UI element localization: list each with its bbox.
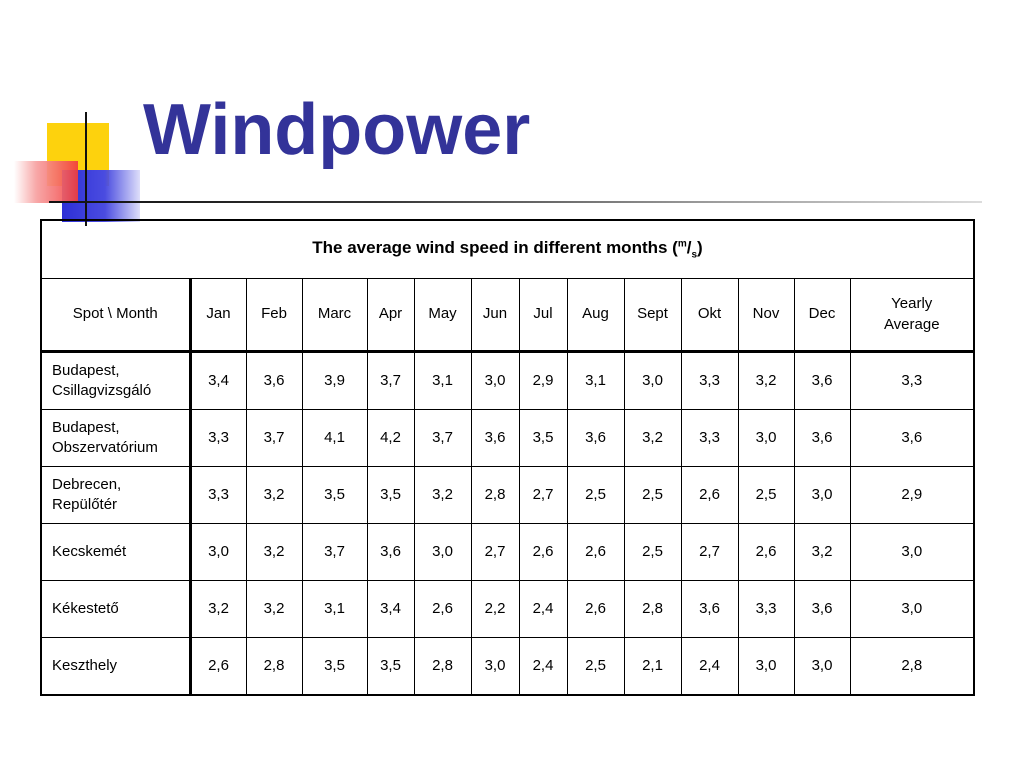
wind-speed-cell: 3,3 xyxy=(190,410,246,467)
yearly-average-header xyxy=(850,279,974,352)
wind-speed-cell: 2,1 xyxy=(624,638,681,696)
spot-name-line: Csillagvizsgáló xyxy=(52,382,152,399)
spot-name-line: Debrecen, xyxy=(52,475,122,493)
wind-speed-cell: 3,2 xyxy=(246,581,302,638)
month-header: Jun xyxy=(471,279,519,352)
yearly-average-cell: 3,0 xyxy=(850,581,974,638)
spot-name-cell xyxy=(41,524,190,581)
wind-speed-cell: 3,6 xyxy=(794,581,850,638)
wind-speed-cell: 3,0 xyxy=(190,524,246,581)
wind-speed-cell: 3,2 xyxy=(624,410,681,467)
month-header: Sept xyxy=(624,279,681,352)
wind-speed-cell: 2,6 xyxy=(519,524,567,581)
wind-speed-cell: 3,5 xyxy=(302,638,367,696)
wind-speed-cell: 2,6 xyxy=(681,467,738,524)
table-row xyxy=(41,524,974,581)
wind-speed-cell: 4,1 xyxy=(302,410,367,467)
table-row xyxy=(41,467,974,524)
wind-speed-cell: 3,5 xyxy=(302,467,367,524)
spot-name-cell xyxy=(41,352,190,410)
wind-speed-cell: 2,5 xyxy=(738,467,794,524)
wind-speed-cell: 2,7 xyxy=(471,524,519,581)
month-header: Dec xyxy=(794,279,850,352)
decor-red-square xyxy=(14,161,78,203)
wind-speed-cell: 2,5 xyxy=(567,467,624,524)
month-header: Jan xyxy=(190,279,246,352)
wind-speed-cell: 2,6 xyxy=(738,524,794,581)
wind-speed-cell: 3,3 xyxy=(738,581,794,638)
caption-text: The average wind speed in different months ( xyxy=(312,238,678,258)
yearly-header-line: Yearly xyxy=(891,295,933,313)
wind-speed-cell: 3,2 xyxy=(246,467,302,524)
month-header: Apr xyxy=(367,279,414,352)
table-row xyxy=(41,352,974,410)
wind-speed-cell: 3,3 xyxy=(190,467,246,524)
wind-speed-cell: 3,7 xyxy=(302,524,367,581)
yearly-average-cell: 3,3 xyxy=(850,352,974,410)
spot-name-line: Obszervatórium xyxy=(52,439,158,456)
wind-speed-cell: 2,8 xyxy=(246,638,302,696)
wind-speed-cell: 2,5 xyxy=(567,638,624,696)
wind-speed-cell: 3,5 xyxy=(367,638,414,696)
wind-speed-cell: 3,6 xyxy=(471,410,519,467)
wind-speed-cell: 3,6 xyxy=(681,581,738,638)
spot-name-cell xyxy=(41,638,190,696)
month-header: Marc xyxy=(302,279,367,352)
wind-speed-cell: 2,6 xyxy=(190,638,246,696)
yearly-average-cell: 2,8 xyxy=(850,638,974,696)
wind-speed-cell: 3,6 xyxy=(567,410,624,467)
wind-speed-cell: 3,5 xyxy=(519,410,567,467)
wind-speed-cell: 3,0 xyxy=(738,638,794,696)
wind-speed-cell: 3,0 xyxy=(471,638,519,696)
wind-speed-cell: 2,9 xyxy=(519,352,567,410)
yearly-average-cell: 2,9 xyxy=(850,467,974,524)
wind-speed-cell: 4,2 xyxy=(367,410,414,467)
wind-speed-cell: 3,2 xyxy=(414,467,471,524)
spot-name-cell xyxy=(41,467,190,524)
wind-speed-cell: 3,2 xyxy=(190,581,246,638)
month-header: Okt xyxy=(681,279,738,352)
wind-speed-cell: 2,7 xyxy=(519,467,567,524)
wind-speed-cell: 2,5 xyxy=(624,467,681,524)
wind-speed-cell: 3,3 xyxy=(681,410,738,467)
wind-speed-cell: 3,0 xyxy=(794,467,850,524)
wind-speed-cell: 2,6 xyxy=(567,524,624,581)
spot-name-line: Budapest, xyxy=(52,361,120,379)
table-row xyxy=(41,638,974,696)
table-row xyxy=(41,410,974,467)
yearly-average-cell: 3,6 xyxy=(850,410,974,467)
month-header: May xyxy=(414,279,471,352)
wind-speed-cell: 3,6 xyxy=(794,410,850,467)
table-body xyxy=(41,352,974,696)
wind-speed-cell: 3,1 xyxy=(302,581,367,638)
table-caption xyxy=(41,220,974,279)
spot-name-line: Budapest, xyxy=(52,418,120,436)
unit-denominator: s xyxy=(691,249,698,261)
wind-speed-cell: 2,4 xyxy=(519,638,567,696)
wind-speed-cell: 3,9 xyxy=(302,352,367,410)
wind-speed-cell: 2,2 xyxy=(471,581,519,638)
wind-speed-cell: 3,1 xyxy=(567,352,624,410)
wind-speed-cell: 2,7 xyxy=(681,524,738,581)
wind-speed-cell: 3,0 xyxy=(414,524,471,581)
wind-speed-cell: 3,5 xyxy=(367,467,414,524)
wind-speed-cell: 3,2 xyxy=(246,524,302,581)
spot-name-line: Kékestető xyxy=(52,599,119,617)
spot-name-line: Repülőtér xyxy=(52,496,118,513)
spot-name-cell xyxy=(41,581,190,638)
table-row xyxy=(41,581,974,638)
wind-speed-cell: 3,2 xyxy=(794,524,850,581)
slide-title: Windpower xyxy=(143,90,531,170)
wind-speed-cell: 2,5 xyxy=(624,524,681,581)
spot-name-line: Keszthely xyxy=(52,656,118,674)
wind-speed-cell: 2,6 xyxy=(414,581,471,638)
corner-header: Spot \ Month xyxy=(41,279,190,352)
title-underline xyxy=(49,201,982,203)
decor-vertical-line xyxy=(85,112,87,226)
wind-speed-cell: 2,8 xyxy=(414,638,471,696)
wind-speed-cell: 3,7 xyxy=(246,410,302,467)
wind-speed-cell: 3,7 xyxy=(414,410,471,467)
wind-speed-cell: 2,8 xyxy=(471,467,519,524)
caption-close: ) xyxy=(697,238,703,258)
wind-speed-cell: 3,2 xyxy=(738,352,794,410)
yearly-average-cell: 3,0 xyxy=(850,524,974,581)
wind-speed-cell: 3,6 xyxy=(246,352,302,410)
month-header: Nov xyxy=(738,279,794,352)
wind-speed-cell: 3,0 xyxy=(738,410,794,467)
wind-speed-cell: 2,6 xyxy=(567,581,624,638)
wind-speed-cell: 3,0 xyxy=(794,638,850,696)
unit-separator: / xyxy=(686,238,692,258)
wind-speed-cell: 3,0 xyxy=(471,352,519,410)
wind-speed-cell: 3,0 xyxy=(624,352,681,410)
table-header-row xyxy=(41,279,974,352)
wind-speed-cell: 3,7 xyxy=(367,352,414,410)
wind-speed-cell: 3,4 xyxy=(367,581,414,638)
spot-name-cell xyxy=(41,410,190,467)
month-header: Aug xyxy=(567,279,624,352)
wind-speed-cell: 3,1 xyxy=(414,352,471,410)
wind-speed-cell: 3,3 xyxy=(681,352,738,410)
wind-speed-table xyxy=(40,219,975,696)
wind-speed-cell: 3,4 xyxy=(190,352,246,410)
spot-name-line: Kecskemét xyxy=(52,542,127,560)
wind-speed-cell: 3,6 xyxy=(794,352,850,410)
yearly-header-line: Average xyxy=(883,315,940,333)
wind-speed-cell: 2,4 xyxy=(681,638,738,696)
month-header: Feb xyxy=(246,279,302,352)
month-header: Jul xyxy=(519,279,567,352)
wind-speed-cell: 3,6 xyxy=(367,524,414,581)
wind-speed-cell: 2,4 xyxy=(519,581,567,638)
wind-speed-cell: 2,8 xyxy=(624,581,681,638)
unit-numerator: m xyxy=(677,238,687,250)
